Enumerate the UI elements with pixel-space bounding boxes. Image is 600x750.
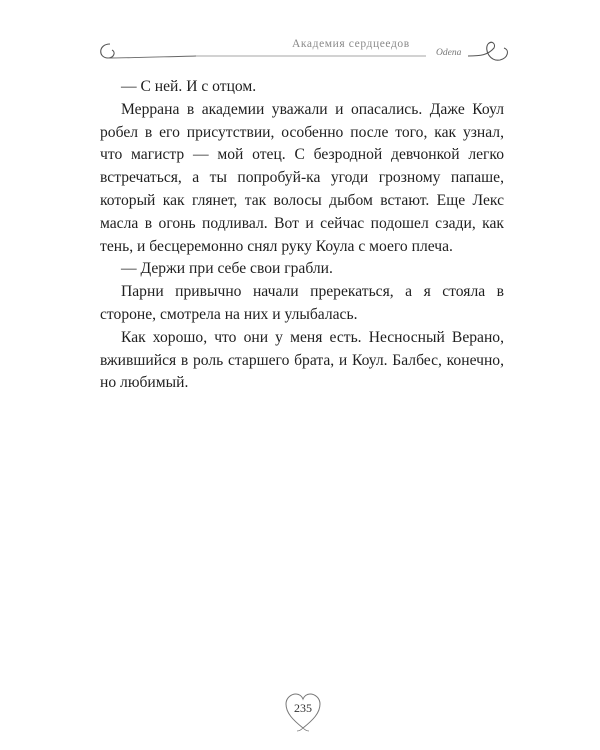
- running-header-author: Odena: [436, 48, 462, 58]
- paragraph: Парни привычно начали пререкаться, а я стояла в стороне, смотрела на них и улыбалась.: [100, 283, 504, 323]
- paragraph: — Держи при себе свои грабли.: [121, 260, 333, 278]
- running-header-book-title: Академия сердцеедов: [292, 38, 410, 50]
- paragraph: — С ней. И с отцом.: [121, 78, 257, 95]
- running-header: [96, 36, 516, 72]
- page-body-text: [100, 76, 504, 395]
- page-number: 235: [294, 701, 312, 715]
- paragraph: Как хорошо, что они у меня есть. Несносный Верано, вжившийся в роль старшего брата, и Коул. Балбес, конечно, но любимый.: [100, 328, 504, 392]
- paragraph: Меррана в академии уважали и опасались. Даже Коул робел в его присутствии, особенно после того, как узнал, что магистр — мой отец. С безродной девчонкой легко встречаться, а ты попробуй-ка угоди грозному папаше, который как глянет, так волосы дыбом встают. Еще Лекс масла в огонь подливал. Вот и сейчас подошел сзади, как тень, и бесцеремонно снял руку Коула с моего плеча.: [100, 100, 504, 255]
- page-number-badge: [283, 690, 323, 732]
